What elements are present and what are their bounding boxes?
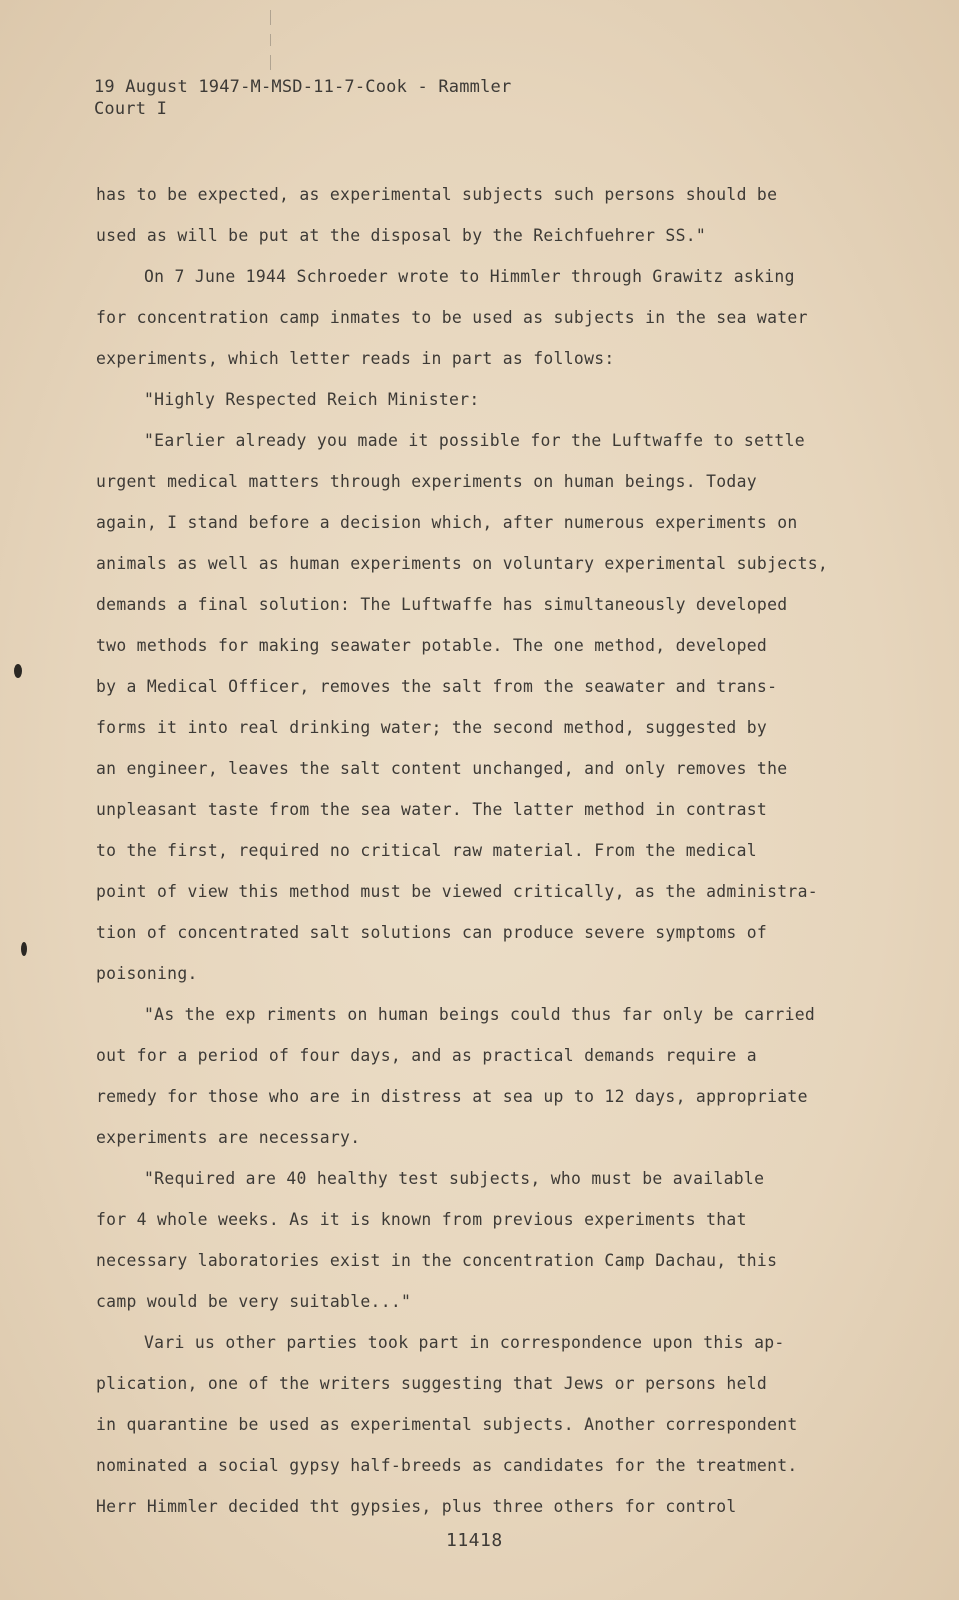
punch-hole-mark: [21, 942, 27, 956]
text-line: On 7 June 1944 Schroeder wrote to Himmler through Grawitz asking: [144, 267, 795, 286]
header-reference: 19 August 1947-M-MSD-11-7-Cook - Rammler: [94, 77, 512, 97]
text-line: by a Medical Officer, removes the salt from the seawater and trans-: [96, 677, 778, 696]
text-line: has to be expected, as experimental subjects such persons should be: [96, 185, 778, 204]
text-line: Vari us other parties took part in correspondence upon this ap-: [144, 1333, 785, 1352]
text-line: animals as well as human experiments on voluntary experimental subjects,: [96, 554, 829, 573]
document-header: [94, 76, 511, 120]
page-number: 11418: [446, 1530, 503, 1551]
text-line: nominated a social gypsy half-breeds as candidates for the treatment.: [96, 1456, 798, 1475]
text-line: for concentration camp inmates to be used as subjects in the sea water: [96, 308, 808, 327]
document-body: [96, 174, 831, 1527]
text-line: for 4 whole weeks. As it is known from previous experiments that: [96, 1210, 747, 1229]
text-line: point of view this method must be viewed critically, as the administra-: [96, 882, 818, 901]
text-line: experiments are necessary.: [96, 1128, 361, 1147]
text-line: two methods for making seawater potable. The one method, developed: [96, 636, 768, 655]
text-line: again, I stand before a decision which, after numerous experiments on: [96, 513, 798, 532]
text-line: demands a final solution: The Luftwaffe has simultaneously developed: [96, 595, 788, 614]
text-line: "Highly Respected Reich Minister:: [144, 390, 480, 409]
text-line: remedy for those who are in distress at sea up to 12 days, appropriate: [96, 1087, 808, 1106]
text-line: "As the exp riments on human beings could thus far only be carried: [144, 1005, 816, 1024]
text-line: used as will be put at the disposal by the Reichfuehrer SS.": [96, 226, 707, 245]
text-line: experiments, which letter reads in part as follows:: [96, 349, 615, 368]
text-line: Herr Himmler decided tht gypsies, plus three others for control: [96, 1497, 737, 1516]
text-line: plication, one of the writers suggesting that Jews or persons held: [96, 1374, 768, 1393]
text-line: necessary laboratories exist in the concentration Camp Dachau, this: [96, 1251, 778, 1270]
paper-mark: [270, 10, 271, 70]
text-line: in quarantine be used as experimental subjects. Another correspondent: [96, 1415, 798, 1434]
text-line: camp would be very suitable...": [96, 1292, 412, 1311]
text-line: poisoning.: [96, 964, 198, 983]
text-line: unpleasant taste from the sea water. The latter method in contrast: [96, 800, 768, 819]
text-line: out for a period of four days, and as practical demands require a: [96, 1046, 757, 1065]
text-line: "Earlier already you made it possible for the Luftwaffe to settle: [144, 431, 805, 450]
text-line: tion of concentrated salt solutions can produce severe symptoms of: [96, 923, 768, 942]
header-court: Court I: [94, 99, 168, 119]
text-line: "Required are 40 healthy test subjects, who must be available: [144, 1169, 765, 1188]
text-line: forms it into real drinking water; the second method, suggested by: [96, 718, 768, 737]
punch-hole-mark: [14, 664, 22, 678]
text-line: urgent medical matters through experiments on human beings. Today: [96, 472, 757, 491]
text-line: to the first, required no critical raw material. From the medical: [96, 841, 757, 860]
text-line: an engineer, leaves the salt content unchanged, and only removes the: [96, 759, 788, 778]
